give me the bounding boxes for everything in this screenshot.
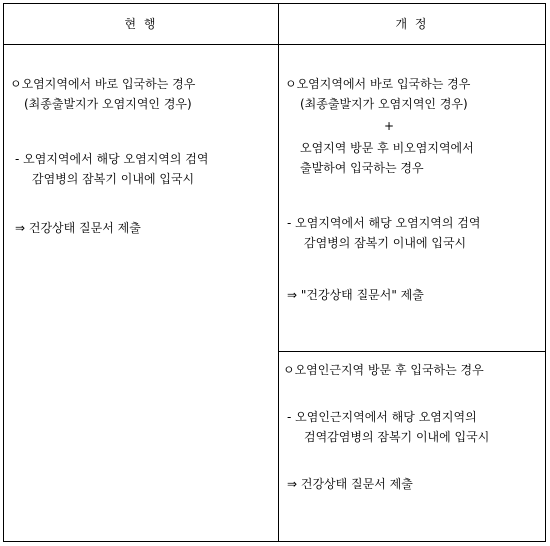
right-cell-divider [279, 351, 545, 352]
revised-item-1-sub: (최종출발지가 오염지역인 경우) [300, 97, 468, 111]
revised-plus: + [383, 119, 395, 133]
revised-item-3: ⇒ "건강상태 질문서" 제출 [287, 288, 424, 302]
revised-item-1-add-line-1: 오염지역 방문 후 비오염지역에서 [300, 141, 474, 155]
header-divider [4, 44, 545, 45]
revised-item-2-line-2: 감염병의 잠복기 이내에 입국시 [304, 236, 467, 250]
current-item-3: ⇒ 건강상태 질문서 제출 [15, 221, 141, 235]
revised-item-1: ㅇ오염지역에서 바로 입국하는 경우 [285, 77, 471, 91]
header-current: 현 행 [124, 17, 158, 31]
current-item-2-line-2: 감염병의 잠복기 이내에 입국시 [32, 172, 195, 186]
revised-bottom-item-2-line-1: - 오염인근지역에서 해당 오염지역의 [287, 410, 477, 424]
comparison-table [3, 3, 546, 542]
revised-bottom-item-3: ⇒ 건강상태 질문서 제출 [287, 477, 413, 491]
revised-item-1-add-line-2: 출발하여 입국하는 경우 [300, 161, 424, 175]
revised-bottom-item-1: ㅇ오염인근지역 방문 후 입국하는 경우 [283, 363, 484, 377]
current-item-2-line-1: - 오염지역에서 해당 오염지역의 검역 [15, 152, 209, 166]
revised-bottom-item-2-line-2: 검역감염병의 잠복기 이내에 입국시 [304, 430, 490, 444]
current-item-1: ㅇ오염지역에서 바로 입국하는 경우 [10, 77, 196, 91]
current-item-1-sub: (최종출발지가 오염지역인 경우) [24, 97, 192, 111]
column-divider [278, 4, 279, 541]
header-revised: 개 정 [395, 17, 429, 31]
revised-item-2-line-1: - 오염지역에서 해당 오염지역의 검역 [287, 216, 481, 230]
